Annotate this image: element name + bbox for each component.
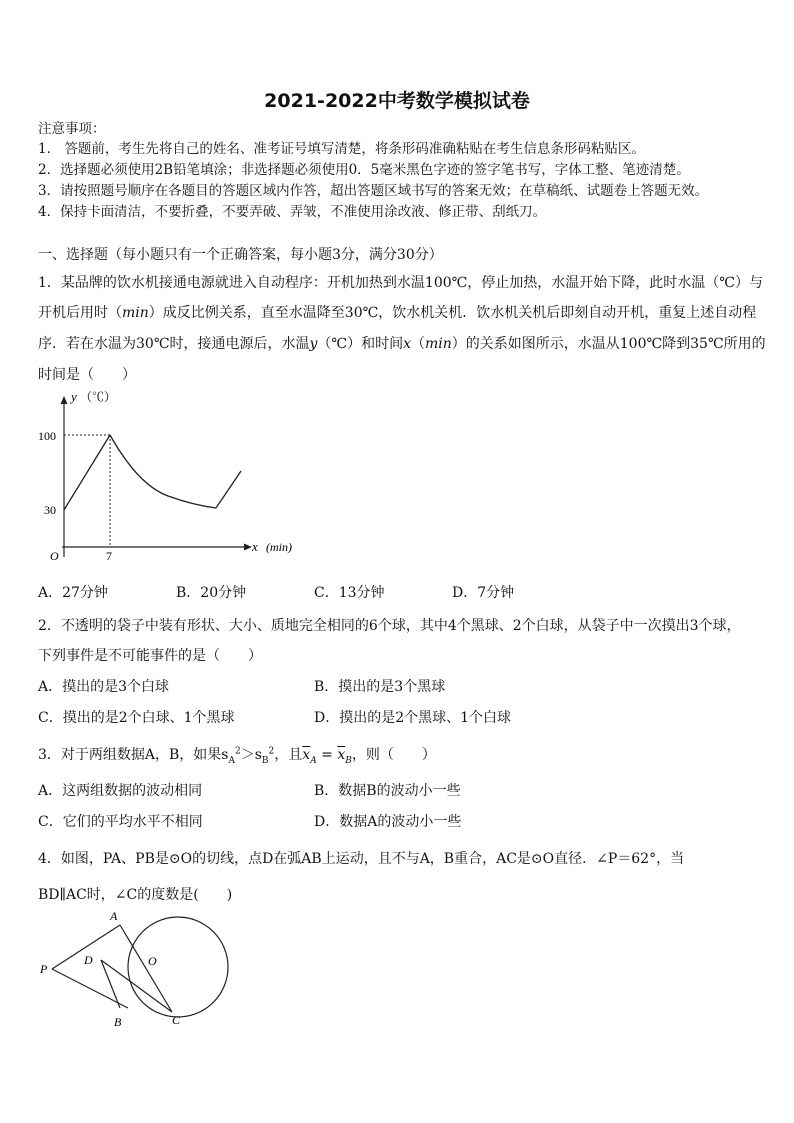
- q1-line3: 序．若在水温为30℃时，接通电源后，水温y（℃）和时间x（min）的关系如图所示，水温从100℃降到35℃所用的: [38, 336, 766, 352]
- circle-o: [128, 917, 228, 1017]
- q1-option-a[interactable]: A．27分钟: [38, 585, 108, 601]
- notice-item-2: 2．选择题必须使用2B铅笔填涂；非选择题必须使用0．5毫米黑色字迹的签字笔书写，字体工整、笔迹清楚。: [38, 162, 690, 178]
- q2-option-b[interactable]: B．摸出的是3个黑球: [314, 679, 446, 695]
- section-heading: 一、选择题（每小题只有一个正确答案，每小题3分，满分30分）: [38, 247, 443, 263]
- q1-line2: 开机后用时（min）成反比例关系，直至水温降至30℃，饮水机关机．饮水机关机后即刻自动开机，重复上述自动程: [38, 305, 757, 321]
- q4-figure: [36, 905, 236, 1035]
- q4-line2: BD∥AC时，∠C的度数是( ): [38, 887, 233, 903]
- heating-segment: [64, 435, 110, 510]
- q2-line2: 下列事件是不可能事件的是（ ）: [38, 648, 262, 664]
- q1-line4: 时间是（ ）: [38, 367, 136, 383]
- q2-option-c[interactable]: C．摸出的是2个白球、1个黑球: [38, 710, 235, 726]
- reheat-segment: [216, 471, 241, 508]
- q3-option-c[interactable]: C．它们的平均水平不相同: [38, 814, 203, 830]
- notice-item-3: 3．请按照题号顺序在各题目的答题区域内作答，超出答题区域书写的答案无效；在草稿纸、试题卷上答题无效。: [38, 183, 709, 199]
- graph-y-label: y: [71, 389, 77, 404]
- q1-option-b[interactable]: B．20分钟: [176, 585, 247, 601]
- label-d: D: [84, 953, 93, 967]
- label-p: P: [40, 962, 48, 976]
- q2-option-d[interactable]: D．摸出的是2个黑球、1个白球: [314, 710, 512, 726]
- q1-option-c[interactable]: C．13分钟: [314, 585, 385, 601]
- x-axis-arrow: [244, 544, 252, 551]
- graph-origin: O: [50, 549, 59, 563]
- graph-x-label: x: [252, 539, 258, 554]
- graph-tick-7: 7: [106, 549, 112, 563]
- q3-option-a[interactable]: A．这两组数据的波动相同: [38, 783, 203, 799]
- label-b: B: [114, 1015, 122, 1029]
- y-axis-arrow: [61, 396, 68, 404]
- q3-option-d[interactable]: D．数据A的波动小一些: [314, 814, 462, 830]
- tangent-pb: [52, 969, 128, 1008]
- cooling-curve: [110, 435, 216, 508]
- graph-tick-30: 30: [44, 503, 56, 517]
- q2-line1: 2．不透明的袋子中装有形状、大小、质地完全相同的6个球，其中4个黑球、2个白球，从袋子中一次摸出3个球，: [38, 618, 741, 634]
- notice-item-4: 4．保持卡面清洁，不要折叠，不要弄破、弄皱，不准使用涂改液、修正带、刮纸刀。: [38, 204, 547, 220]
- graph-tick-100: 100: [38, 429, 56, 443]
- q2-option-a[interactable]: A．摸出的是3个白球: [38, 679, 170, 695]
- graph-x-unit: (min): [266, 540, 292, 554]
- notice-item-1: 1． 答题前，考生先将自己的姓名、准考证号填写清楚，将条形码准确粘贴在考生信息条形码粘贴区。: [38, 141, 645, 157]
- graph-y-unit: （℃）: [80, 390, 117, 404]
- q3-stem: 3．对于两组数据A，B，如果$s_A^2>s_B^2$，且$\overline{x}_A = \overline{x}_B$，则（ ）: [38, 746, 436, 766]
- notice-heading: 注意事项：: [38, 121, 106, 137]
- q4-line1: 4．如图，PA、PB是⊙O的切线，点D在弧AB上运动，且不与A，B重合，AC是⊙O直径．∠P＝62°，当: [38, 851, 685, 867]
- q1-line1: 1．某品牌的饮水机接通电源就进入自动程序：开机加热到水温100℃，停止加热，水温开始下降，此时水温（℃）与: [38, 275, 763, 291]
- page-title: 2021-2022中考数学模拟试卷: [264, 90, 530, 112]
- q3-option-b[interactable]: B．数据B的波动小一些: [314, 783, 461, 799]
- label-a: A: [110, 909, 118, 923]
- label-o: O: [148, 954, 157, 968]
- label-c: C: [172, 1013, 181, 1027]
- q1-option-d[interactable]: D．7分钟: [452, 585, 515, 601]
- q1-graph: [38, 385, 308, 575]
